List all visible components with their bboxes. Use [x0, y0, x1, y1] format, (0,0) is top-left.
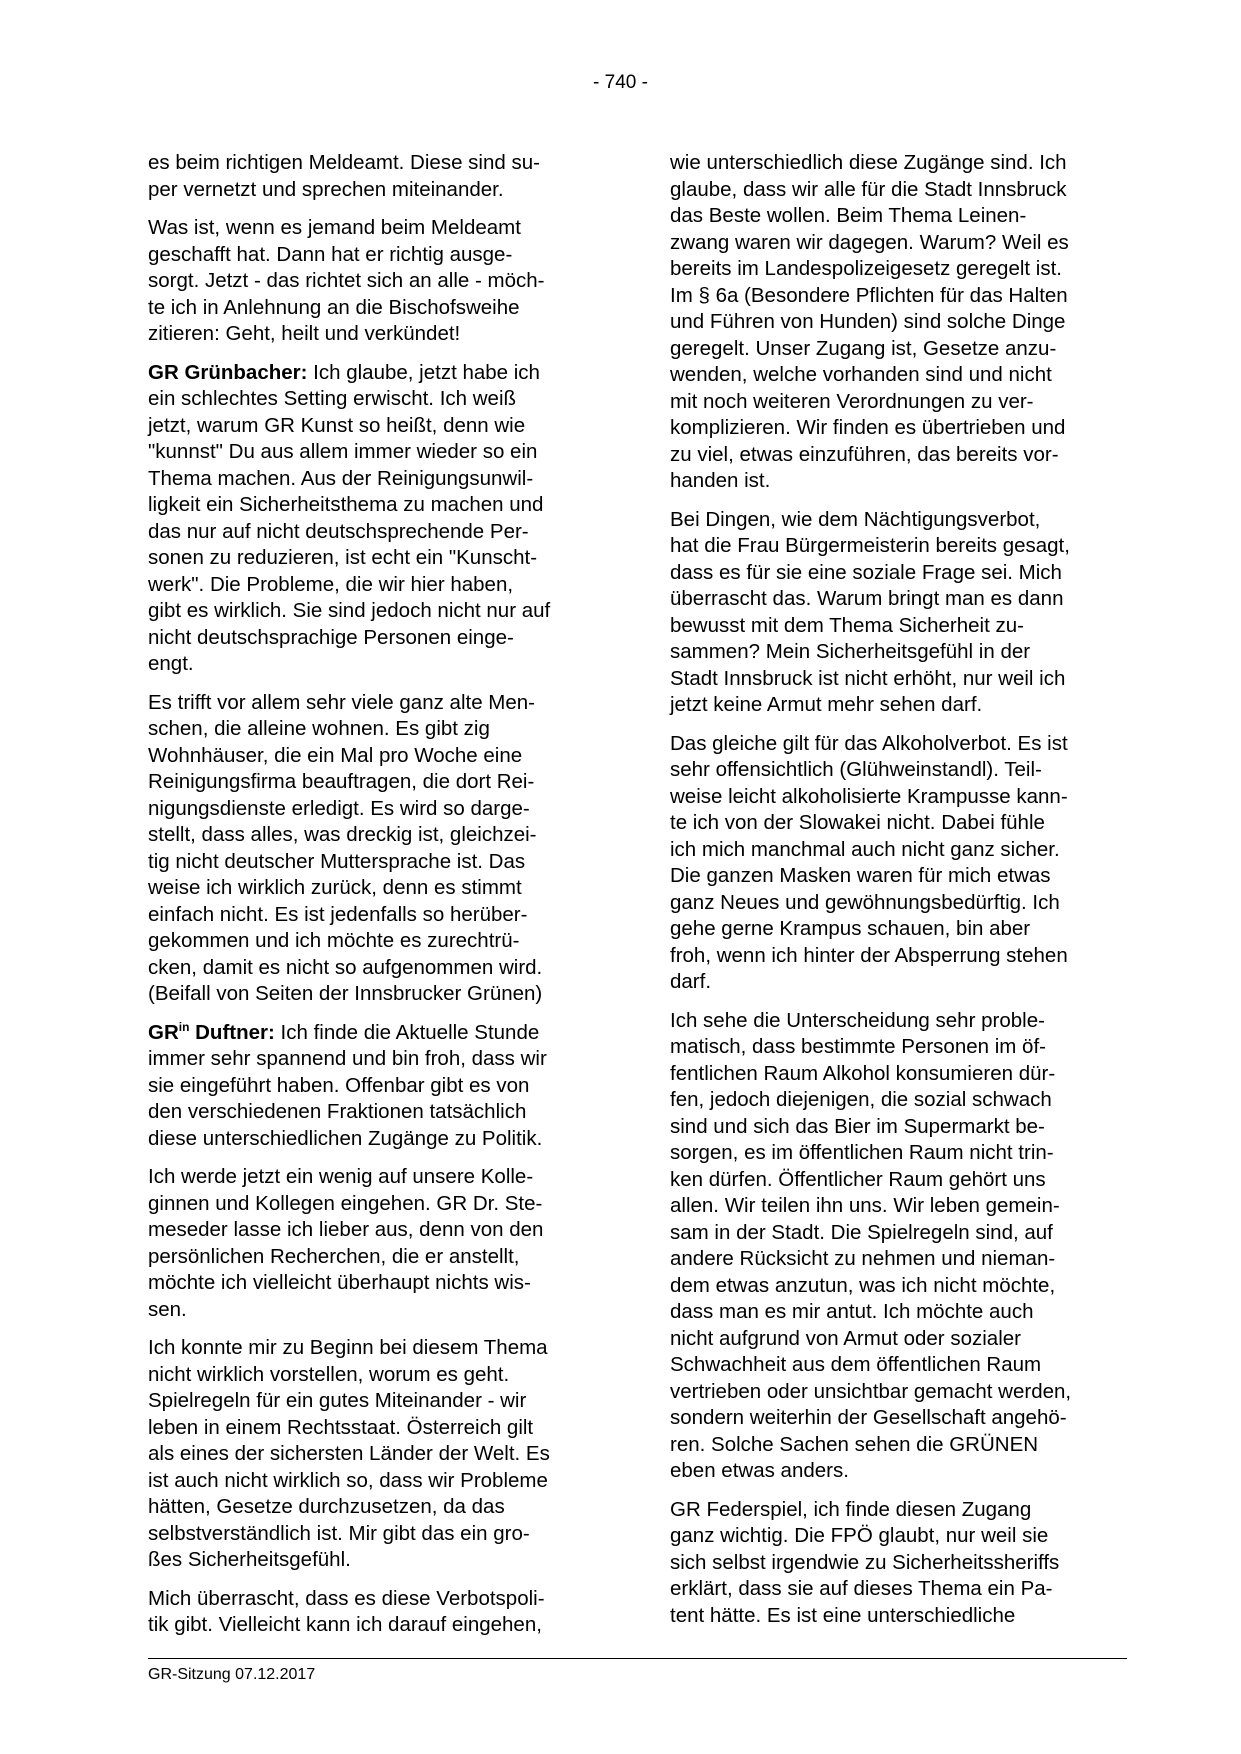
line-text: geschafft hat. Dann hat er richtig ausge-	[148, 242, 513, 266]
text-line	[148, 1547, 604, 1574]
text-line	[670, 1114, 1126, 1141]
line-text: sorgen, es im öffentlichen Raum nicht trin-	[670, 1141, 1054, 1164]
text-line	[148, 572, 604, 599]
line-text: bereits im Landespolizeigesetz geregelt ist.	[670, 257, 1062, 280]
text-line	[670, 1008, 1126, 1035]
line-text: ganz wichtig. Die FPÖ glaubt, nur weil sie	[670, 1524, 1049, 1547]
line-text: glaube, dass wir alle für die Stadt Innsbruck	[670, 177, 1067, 201]
paragraph	[670, 150, 1126, 495]
text-line	[148, 492, 604, 519]
line-text: ren. Solche Sachen sehen die GRÜNEN	[670, 1432, 1039, 1456]
line-text: hat die Frau Bürgermeisterin bereits gesagt,	[670, 534, 1070, 557]
text-line	[148, 1388, 604, 1415]
text-line	[148, 690, 604, 717]
text-line	[148, 519, 604, 546]
line-text: vertrieben oder unsichtbar gemacht werden,	[670, 1379, 1072, 1403]
right-column	[670, 150, 1126, 1641]
text-line	[670, 1167, 1126, 1194]
left-column	[148, 150, 604, 1651]
line-text: engt.	[148, 652, 194, 675]
text-line	[148, 150, 604, 177]
text-line	[670, 692, 1126, 719]
text-line	[148, 1191, 604, 1218]
line-text: dass man es mir antut. Ich möchte auch	[670, 1300, 1034, 1323]
line-text: sam in der Stadt. Die Spielregeln sind, auf	[670, 1220, 1053, 1244]
line-text: schen, die alleine wohnen. Es gibt zig	[148, 717, 490, 740]
text-line	[670, 1034, 1126, 1061]
text-line	[148, 1297, 604, 1324]
line-text: GR Federspiel, ich finde diesen Zugang	[670, 1497, 1032, 1521]
line-text: sen.	[148, 1297, 187, 1321]
text-line	[670, 943, 1126, 970]
line-text: sammen? Mein Sicherheitsgefühl in der	[670, 640, 1031, 663]
line-text: sehr offensichtlich (Glühweinstandl). Teil-	[670, 758, 1042, 781]
line-text: Was ist, wenn es jemand beim Meldeamt	[148, 216, 521, 239]
line-text: ganz Neues und gewöhnungsbedürftig. Ich	[670, 890, 1060, 914]
text-line	[670, 731, 1126, 758]
text-line	[670, 1299, 1126, 1326]
speaker-surname: Duftner:	[189, 1020, 275, 1044]
line-text: ginnen und Kollegen eingehen. GR Dr. Ste-	[148, 1191, 543, 1215]
text-line	[148, 875, 604, 902]
line-text: eben etwas anders.	[670, 1459, 849, 1482]
line-text: ich mich manchmal auch nicht ganz sicher.	[670, 837, 1060, 861]
line-text: zu viel, etwas einzuführen, das bereits vor-	[670, 442, 1059, 466]
line-text: diese unterschiedlichen Zugänge zu Politik.	[148, 1126, 543, 1150]
line-text: dem etwas anzutun, was ich nicht möchte,	[670, 1273, 1056, 1297]
line-text: Mich überrascht, dass es diese Verbotspoli-	[148, 1586, 545, 1610]
text-line	[148, 1164, 604, 1191]
line-text: Wohnhäuser, die ein Mal pro Woche eine	[148, 743, 523, 767]
text-line	[148, 1468, 604, 1495]
footer-session: GR-Sitzung 07.12.2017	[148, 1666, 316, 1683]
line-text: Schwachheit aus dem öffentlichen Raum	[670, 1353, 1042, 1376]
line-text: persönlichen Recherchen, die er anstellt,	[148, 1244, 520, 1268]
line-text: mit noch weiteren Verordnungen zu ver-	[670, 389, 1034, 413]
line-text: andere Rücksicht zu nehmen und nieman-	[670, 1247, 1056, 1270]
text-line	[670, 1061, 1126, 1088]
line-text: wenden, welche vorhanden sind und nicht	[670, 363, 1052, 386]
text-line	[148, 1521, 604, 1548]
text-line	[670, 639, 1126, 666]
line-text: leben in einem Rechtsstaat. Österreich gilt	[148, 1415, 534, 1439]
text-line	[670, 1603, 1126, 1630]
text-line	[670, 468, 1126, 495]
line-text: selbstverständlich ist. Mir gibt das ein gro-	[148, 1521, 530, 1545]
line-text: nigungsdienste erledigt. Es wird so darge-	[148, 796, 530, 820]
text-line	[670, 757, 1126, 784]
text-line	[148, 1244, 604, 1271]
text-line	[670, 256, 1126, 283]
line-text: te ich von der Slowakei nicht. Dabei fühle	[670, 811, 1045, 834]
line-text: weise leicht alkoholisierte Krampusse kann-	[670, 784, 1068, 808]
line-text: cken, damit es nicht so aufgenommen wird.	[148, 955, 543, 979]
line-text: per vernetzt und sprechen miteinander.	[148, 177, 504, 201]
line-text: geregelt. Unser Zugang ist, Gesetze anzu-	[670, 336, 1057, 360]
line-text: sind und sich das Bier im Supermarkt be-	[670, 1114, 1045, 1138]
line-text: tent hätte. Es ist eine unterschiedliche	[670, 1603, 1016, 1627]
text-line	[670, 1220, 1126, 1247]
paragraph	[670, 507, 1126, 719]
text-line	[148, 360, 604, 387]
text-line	[670, 150, 1126, 177]
text-line	[148, 439, 604, 466]
text-line	[670, 560, 1126, 587]
text-line	[148, 769, 604, 796]
text-line	[148, 413, 604, 440]
line-text: werk". Die Probleme, die wir hier haben,	[148, 572, 514, 596]
line-text: Ich werde jetzt ein wenig auf unsere Kolle-	[148, 1165, 534, 1188]
text-line	[670, 784, 1126, 811]
text-line	[670, 837, 1126, 864]
line-text: Thema machen. Aus der Reinigungsunwil-	[148, 466, 534, 490]
line-text: tik gibt. Vielleicht kann ich darauf eingehen,	[148, 1613, 542, 1636]
text-line	[670, 533, 1126, 560]
speaker-prefix: GR	[148, 1020, 179, 1044]
line-text: möchte ich vielleicht überhaupt nichts wis-	[148, 1271, 531, 1294]
line-text: das Beste wollen. Beim Thema Leinen-	[670, 204, 1027, 227]
line-text: Die ganzen Masken waren für mich etwas	[670, 864, 1051, 887]
line-text: Ich sehe die Unterscheidung sehr proble-	[670, 1008, 1045, 1032]
text-line	[670, 666, 1126, 693]
text-line	[670, 1405, 1126, 1432]
paragraph	[148, 1164, 604, 1323]
text-line	[670, 309, 1126, 336]
text-line	[670, 1193, 1126, 1220]
line-text: Das gleiche gilt für das Alkoholverbot. Es ist	[670, 731, 1068, 755]
text-line	[148, 1441, 604, 1468]
text-line	[148, 1335, 604, 1362]
paragraph	[148, 1020, 604, 1153]
line-text: ßes Sicherheitsgefühl.	[148, 1548, 351, 1571]
line-text: allen. Wir teilen ihn uns. Wir leben gemein-	[670, 1194, 1060, 1217]
text-line	[670, 810, 1126, 837]
text-line	[148, 1362, 604, 1389]
line-text: hätten, Gesetze durchzusetzen, da das	[148, 1495, 505, 1518]
text-line	[670, 177, 1126, 204]
text-line	[670, 863, 1126, 890]
text-line	[670, 1273, 1126, 1300]
line-text: Stadt Innsbruck ist nicht erhöht, nur weil ich	[670, 666, 1066, 690]
text-line	[670, 1087, 1126, 1114]
text-line	[670, 362, 1126, 389]
line-text: erklärt, dass sie auf dieses Thema ein Pa-	[670, 1577, 1053, 1600]
line-text: fentlichen Raum Alkohol konsumieren dür-	[670, 1061, 1056, 1085]
text-line	[670, 283, 1126, 310]
line-text: einfach nicht. Es ist jedenfalls so herüber-	[148, 902, 528, 926]
line-text: Spielregeln für ein gutes Miteinander - wir	[148, 1389, 527, 1412]
text-line	[670, 336, 1126, 363]
line-text: handen ist.	[670, 469, 771, 492]
text-line	[670, 442, 1126, 469]
text-line	[670, 203, 1126, 230]
line-text: als eines der sichersten Länder der Welt. Es	[148, 1442, 550, 1465]
text-line	[670, 1140, 1126, 1167]
page-number: - 740 -	[593, 72, 648, 93]
line-text: und Führen von Hunden) sind solche Dinge	[670, 310, 1066, 333]
text-line	[148, 822, 604, 849]
paragraph	[670, 1008, 1126, 1485]
line-text: nicht wirklich vorstellen, worum es geht.	[148, 1362, 510, 1386]
text-line	[670, 507, 1126, 534]
line-text: froh, wenn ich hinter der Absperrung stehen	[670, 943, 1068, 967]
line-text: meseder lasse ich lieber aus, denn von den	[148, 1218, 544, 1241]
text-line	[148, 796, 604, 823]
line-text: das nur auf nicht deutschsprechende Per-	[148, 519, 529, 543]
line-text: ken dürfen. Öffentlicher Raum gehört uns	[670, 1167, 1046, 1191]
text-line	[670, 230, 1126, 257]
line-text: te ich in Anlehnung an die Bischofsweihe	[148, 295, 520, 319]
line-text: zitieren: Geht, heilt und verkündet!	[148, 322, 461, 345]
line-text: "kunnst" Du aus allem immer wieder so ein	[148, 440, 538, 463]
text-line	[670, 969, 1126, 996]
line-text: immer sehr spannend und bin froh, dass wir	[148, 1047, 547, 1070]
text-line	[148, 1099, 604, 1126]
text-line	[670, 1432, 1126, 1459]
line-text: wie unterschiedlich diese Zugänge sind. Ich	[670, 151, 1067, 174]
text-line	[148, 386, 604, 413]
line-text: Es trifft vor allem sehr viele ganz alte Men-	[148, 690, 535, 714]
text-line	[670, 1352, 1126, 1379]
text-line	[670, 613, 1126, 640]
text-line	[670, 415, 1126, 442]
line-text: jetzt, warum GR Kunst so heißt, denn wie	[148, 413, 526, 437]
text-line	[148, 849, 604, 876]
line-text: den verschiedenen Fraktionen tatsächlich	[148, 1100, 527, 1123]
line-text: gehe gerne Krampus schauen, bin aber	[670, 917, 1031, 940]
text-line	[670, 1550, 1126, 1577]
line-text: sonen zu reduzieren, ist echt ein "Kunscht-	[148, 546, 538, 569]
text-line	[670, 1458, 1126, 1485]
text-line	[148, 928, 604, 955]
text-line	[670, 389, 1126, 416]
text-line	[148, 215, 604, 242]
text-line	[148, 625, 604, 652]
text-line	[148, 321, 604, 348]
line-text: stellt, dass alles, was dreckig ist, gleichzei-	[148, 823, 537, 846]
paragraph	[670, 1497, 1126, 1630]
line-text: weise ich wirklich zurück, denn es stimmt	[148, 876, 522, 899]
line-text: matisch, dass bestimmte Personen im öf-	[670, 1035, 1046, 1058]
text-line	[148, 743, 604, 770]
line-text: ist auch nicht wirklich so, dass wir Probleme	[148, 1468, 548, 1492]
line-text: darf.	[670, 970, 712, 993]
footer-rule	[148, 1658, 1127, 1659]
text-line	[148, 545, 604, 572]
text-line	[148, 1270, 604, 1297]
text-line	[670, 1246, 1126, 1273]
text-line	[670, 916, 1126, 943]
text-line	[148, 902, 604, 929]
text-line	[670, 1326, 1126, 1353]
text-line	[148, 1415, 604, 1442]
text-line	[148, 981, 604, 1008]
text-line	[148, 268, 604, 295]
text-line	[148, 651, 604, 678]
paragraph	[148, 690, 604, 1008]
text-line	[148, 716, 604, 743]
text-line	[148, 1494, 604, 1521]
line-text: Ich finde die Aktuelle Stunde	[280, 1020, 540, 1044]
line-text: es beim richtigen Meldeamt. Diese sind su-	[148, 151, 540, 174]
text-line	[148, 1073, 604, 1100]
line-text: Ich konnte mir zu Beginn bei diesem Thema	[148, 1336, 548, 1359]
text-line	[670, 890, 1126, 917]
text-line	[148, 1612, 604, 1639]
line-text: fen, jedoch diejenigen, die sozial schwach	[670, 1088, 1052, 1111]
text-line	[670, 1576, 1126, 1603]
line-text: gibt es wirklich. Sie sind jedoch nicht nur auf	[148, 599, 551, 622]
paragraph	[148, 1586, 604, 1639]
line-text: dass es für sie eine soziale Frage sei. Mich	[670, 560, 1062, 584]
line-text: sorgt. Jetzt - das richtet sich an alle - möch-	[148, 269, 545, 292]
paragraph	[148, 1335, 604, 1574]
line-text: Bei Dingen, wie dem Nächtigungsverbot,	[670, 507, 1041, 531]
text-line	[148, 242, 604, 269]
speaker-name: GR Grünbacher:	[148, 360, 308, 384]
line-text: sondern weiterhin der Gesellschaft angehö-	[670, 1406, 1067, 1429]
line-text: Im § 6a (Besondere Pflichten für das Halten	[670, 283, 1068, 307]
paragraph	[670, 731, 1126, 996]
text-line	[148, 1126, 604, 1153]
line-text: sie eingeführt haben. Offenbar gibt es von	[148, 1073, 530, 1097]
line-text: zwang waren wir dagegen. Warum? Weil es	[670, 230, 1069, 254]
text-line	[670, 586, 1126, 613]
text-line	[148, 598, 604, 625]
line-text: bewusst mit dem Thema Sicherheit zu-	[670, 613, 1024, 637]
line-text: Reinigungsfirma beauftragen, die dort Rei-	[148, 770, 535, 793]
line-text: gekommen und ich möchte es zurechtrü-	[148, 929, 520, 952]
line-text: (Beifall von Seiten der Innsbrucker Grünen)	[148, 982, 543, 1005]
text-line	[148, 955, 604, 982]
speaker-name	[148, 1021, 275, 1044]
line-text: ligkeit ein Sicherheitsthema zu machen und	[148, 493, 544, 516]
speaker-gender-suffix: in	[178, 1019, 190, 1034]
text-line	[148, 177, 604, 204]
paragraph	[148, 360, 604, 678]
line-text: nicht aufgrund von Armut oder sozialer	[670, 1326, 1021, 1350]
text-line	[670, 1379, 1126, 1406]
line-text: überrascht das. Warum bringt man es dann	[670, 587, 1064, 610]
paragraph	[148, 150, 604, 203]
text-line	[148, 466, 604, 493]
line-text: nicht deutschsprachige Personen einge-	[148, 625, 514, 649]
line-text: jetzt keine Armut mehr sehen darf.	[670, 693, 983, 716]
line-text: komplizieren. Wir finden es übertrieben und	[670, 416, 1066, 439]
text-line	[148, 295, 604, 322]
paragraph	[148, 215, 604, 348]
text-line	[148, 1020, 604, 1047]
line-text: ein schlechtes Setting erwischt. Ich weiß	[148, 387, 517, 410]
text-line	[148, 1046, 604, 1073]
text-line	[670, 1497, 1126, 1524]
text-line	[670, 1523, 1126, 1550]
line-text: Ich glaube, jetzt habe ich	[313, 360, 540, 384]
line-text: tig nicht deutscher Muttersprache ist. Das	[148, 849, 526, 873]
text-line	[148, 1217, 604, 1244]
line-text: sich selbst irgendwie zu Sicherheitssheriffs	[670, 1550, 1060, 1574]
text-line	[148, 1586, 604, 1613]
